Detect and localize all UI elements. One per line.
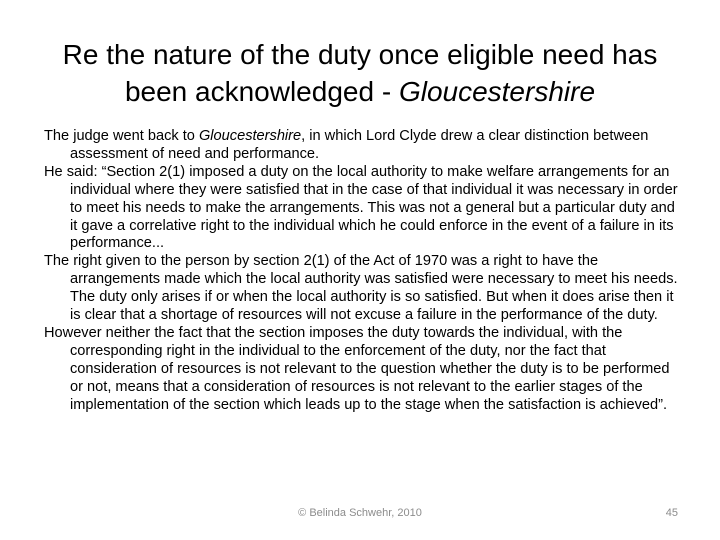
slide-title-case-name: Gloucestershire bbox=[398, 76, 596, 107]
paragraph-quote-3: However neither the fact that the section imposes the duty towards the individual, with the corresponding right in the individual to the enforcement of the duty, nor the fact that consideration of resources is not relevant to the question whether the duty is to be performed or not, means that a consideration of resources is not relevant to the earlier stages of the implementation of the section which leads up to the stage when the satisfaction is achieved”. bbox=[44, 324, 670, 413]
slide-title bbox=[30, 36, 690, 110]
slide-title-text: Re the nature of the duty once eligible need has been acknowledged - bbox=[62, 39, 658, 107]
paragraph-intro-after: , in which Lord Clyde drew a clear distinction between assessment of need and performance. bbox=[70, 128, 649, 162]
slide-body bbox=[44, 128, 684, 415]
paragraph-intro bbox=[44, 128, 684, 164]
paragraph-intro-before: The judge went back to bbox=[44, 128, 199, 144]
paragraph-quote-2: The right given to the person by section 2(1) of the Act of 1970 was a right to have the arrangements made which the local authority was satisfied were necessary to meet his needs. The duty only arises if or when the local authority is so satisfied. But when it does arise then it is clear that a shortage of resources will not excuse a failure in the performance of the duty. bbox=[44, 253, 678, 324]
paragraph-intro-case-name: Gloucestershire bbox=[198, 128, 302, 144]
page-number: 45 bbox=[665, 507, 678, 519]
paragraph-quote-1: He said: “Section 2(1) imposed a duty on the local authority to make welfare arrangements for an individual where they were satisfied that in the case of that individual it was necessary in order to meet his needs to make the arrangements. This was not a general but a particular duty and it gave a correlative right to the individual which he could enforce in the event of a failure in its performance... bbox=[44, 163, 678, 252]
footer-copyright: © Belinda Schwehr, 2010 bbox=[298, 507, 422, 519]
